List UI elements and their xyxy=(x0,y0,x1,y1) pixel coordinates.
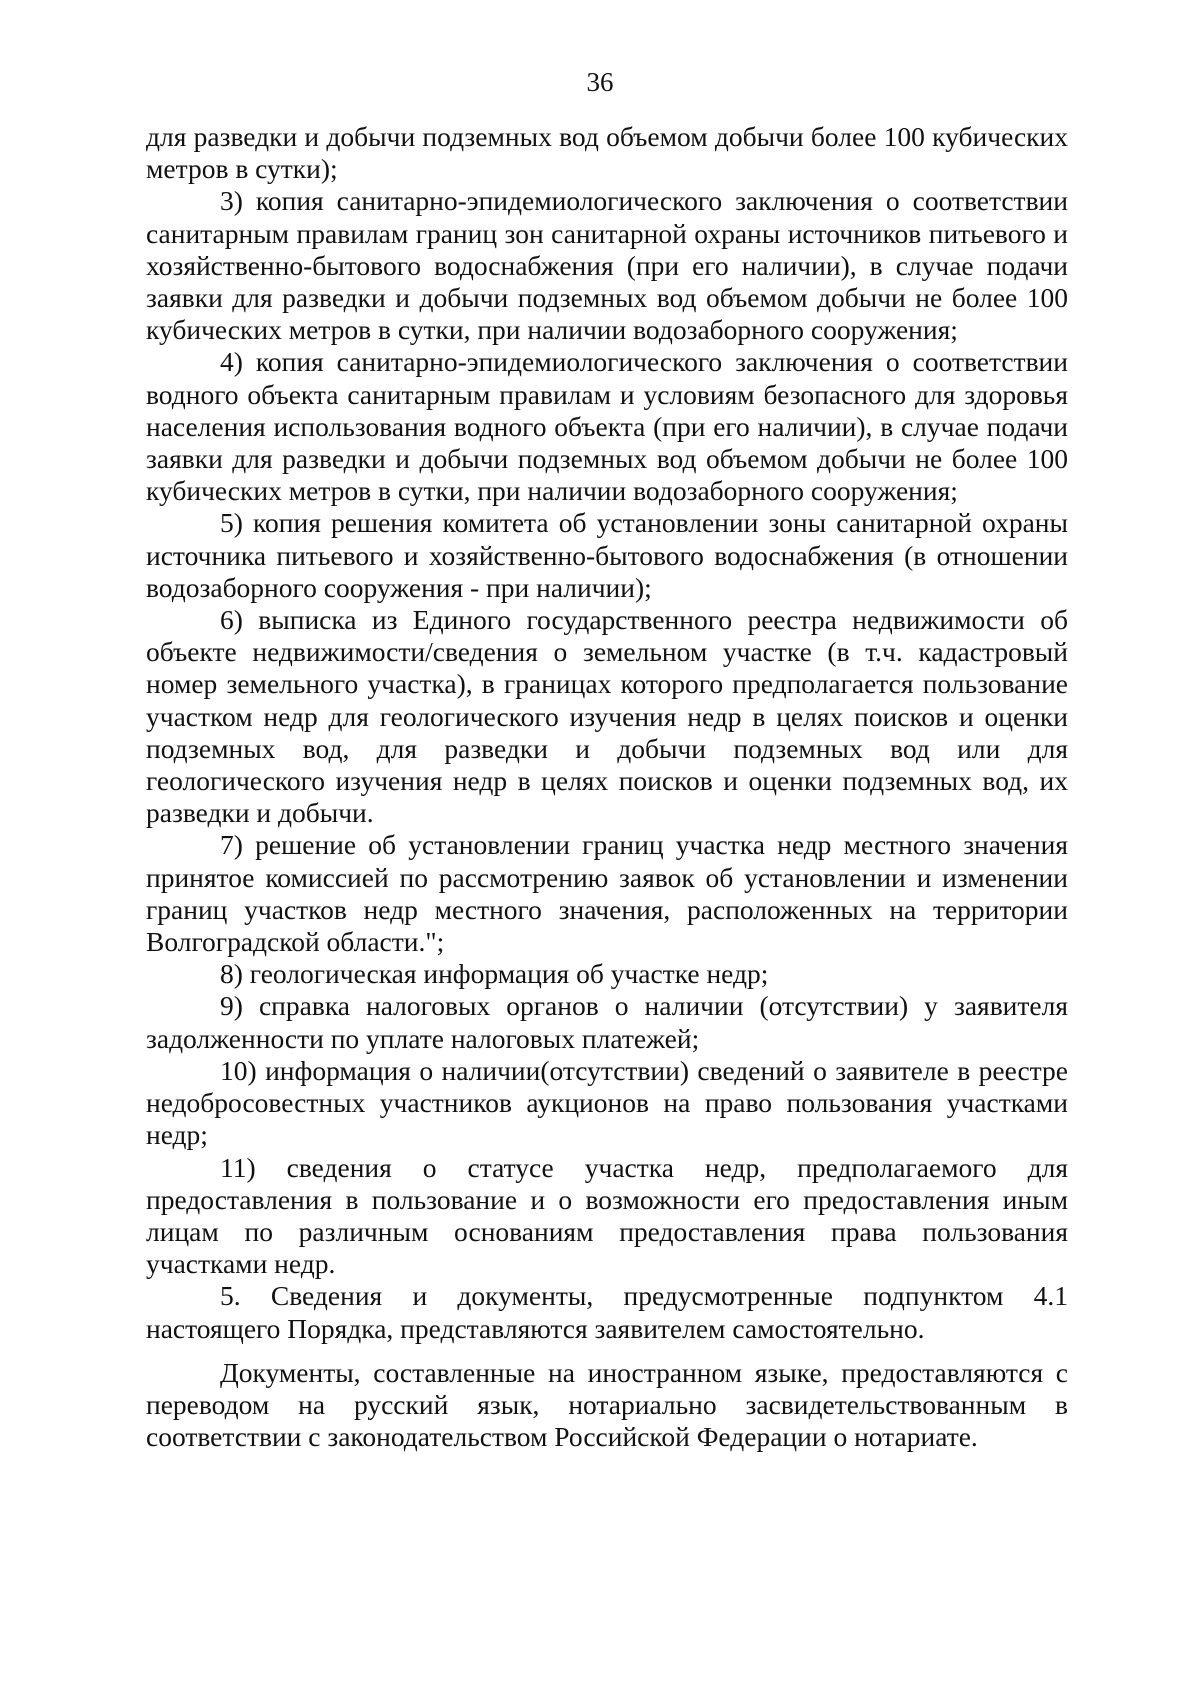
foreign-documents-paragraph: Документы, составленные на иностранном языке, предоставляются с переводом на русский язык, нотариально засвидетельствованным в соответствии с законодательством Российской Федерации о нотариате. xyxy=(146,1356,1068,1453)
list-item-11: 11) сведения о статусе участка недр, предполагаемого для предоставления в пользование и о возможности его предоставления иным лицам по различным основаниям предоставления права пользования участками недр. xyxy=(146,1151,1068,1280)
list-item-4: 4) копия санитарно-эпидемиологического заключения о соответствии водного объекта санитарным правилам и условиям безопасного для здоровья населения использования водного объекта (при его наличии), в случае подачи заявки для разведки и добычи подземных вод объемом добычи не более 100 кубических метров в сутки, при наличии водозаборного сооружения; xyxy=(146,346,1068,507)
list-item-7: 7) решение об установлении границ участка недр местного значения принятое комиссией по рассмотрению заявок об установлении и изменении границ участков недр местного значения, расположенных на территории Волгоградской области."; xyxy=(146,829,1068,958)
list-item-8: 8) геологическая информация об участке недр; xyxy=(220,958,769,990)
section-5-paragraph: 5. Сведения и документы, предусмотренные подпунктом 4.1 настоящего Порядка, представляются заявителем самостоятельно. xyxy=(146,1280,1068,1344)
paragraph-continuation: для разведки и добычи подземных вод объемом добычи более 100 кубических метров в сутки); xyxy=(146,121,1068,185)
list-item-3: 3) копия санитарно-эпидемиологического заключения о соответствии санитарным правилам границ зон санитарной охраны источников питьевого и хозяйственно-бытового водоснабжения (при его наличии), в случае подачи заявки для разведки и добычи подземных вод объемом добычи не более 100 кубических метров в сутки, при наличии водозаборного сооружения; xyxy=(146,185,1068,346)
document-body xyxy=(146,121,1068,1453)
list-item-10: 10) информация о наличии(отсутствии) сведений о заявителе в реестре недобросовестных участников аукционов на право пользования участками недр; xyxy=(146,1054,1068,1151)
list-item-6: 6) выписка из Единого государственного реестра недвижимости об объекте недвижимости/сведения о земельном участке (в т.ч. кадастровый номер земельного участка), в границах которого предполагается пользование участком недр для геологического изучения недр в целях поисков и оценки подземных вод, для разведки и добычи подземных вод или для геологического изучения недр в целях поисков и оценки подземных вод, их разведки и добычи. xyxy=(146,604,1068,829)
list-item-9: 9) справка налоговых органов о наличии (отсутствии) у заявителя задолженности по уплате налоговых платежей; xyxy=(146,990,1068,1054)
list-item-5: 5) копия решения комитета об установлении зоны санитарной охраны источника питьевого и хозяйственно-бытового водоснабжения (в отношении водозаборного сооружения - при наличии); xyxy=(146,507,1068,603)
page-number: 36 xyxy=(586,67,614,97)
